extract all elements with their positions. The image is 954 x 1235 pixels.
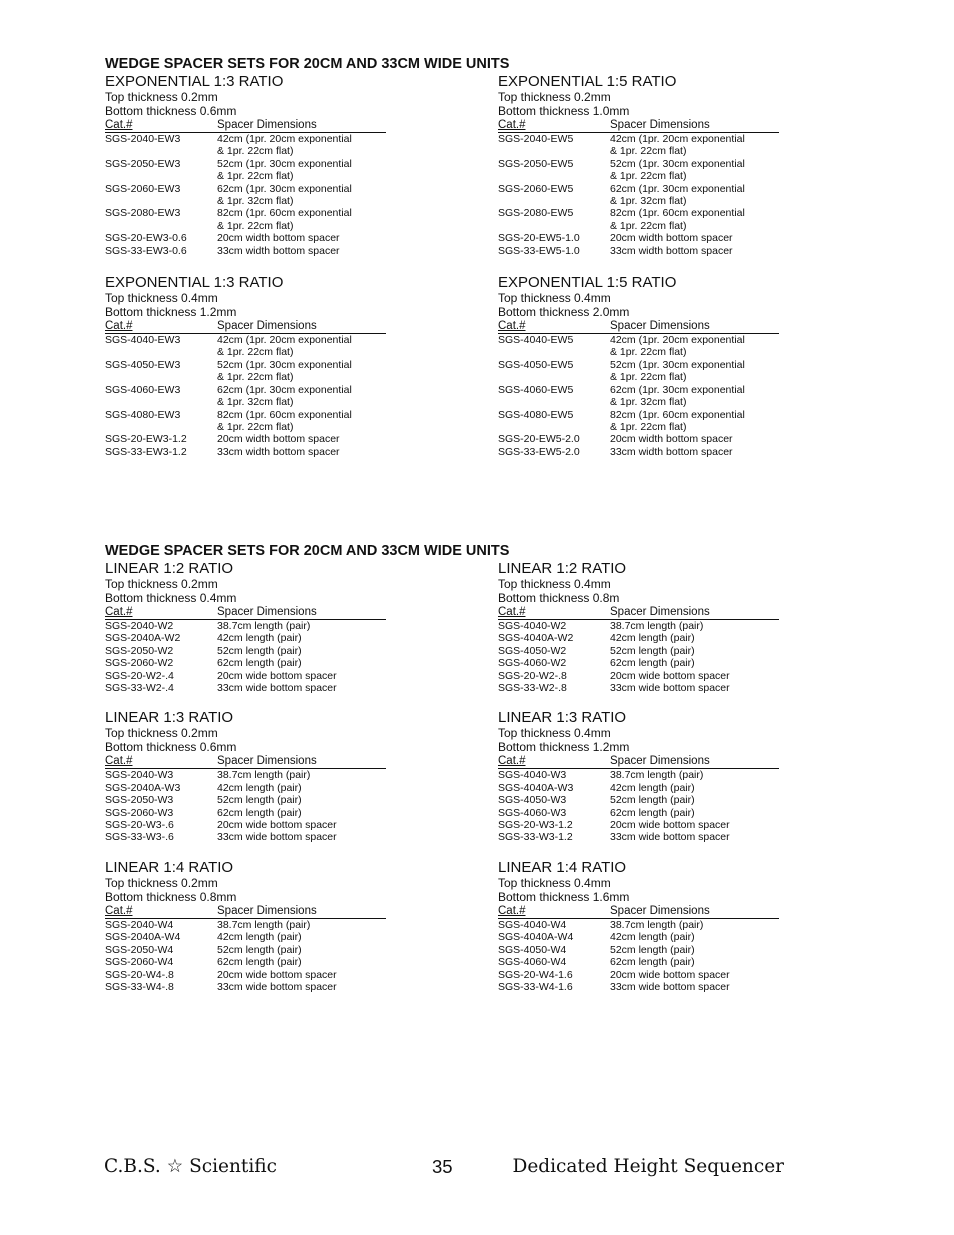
table-row (498, 944, 828, 956)
top-thickness: Top thickness 0.4mm (498, 291, 611, 306)
ratio-title: LINEAR 1:4 RATIO (498, 858, 627, 876)
spacer-table (105, 133, 435, 257)
table-row (498, 446, 828, 458)
table-row (105, 158, 435, 183)
table-row (105, 620, 435, 632)
spacer-dimensions: 33cm width bottom spacer (610, 445, 733, 458)
spacer-dimensions: 52cm length (pair) (217, 644, 302, 657)
cat-number: SGS-33-W4-.8 (105, 980, 174, 993)
table-row (498, 969, 828, 981)
table-header (498, 320, 779, 334)
cat-number: SGS-4050-W2 (498, 644, 567, 657)
top-thickness: Top thickness 0.4mm (498, 875, 611, 890)
table-row (498, 409, 828, 434)
cat-number: SGS-20-W2-.8 (498, 669, 567, 682)
cat-header: Cat.# (105, 755, 133, 768)
spacer-dimensions: 20cm width bottom spacer (610, 232, 733, 245)
table-row (498, 981, 828, 993)
exponential-wedge-section (105, 56, 905, 458)
top-thickness: Top thickness 0.2mm (105, 726, 218, 741)
cat-number: SGS-2060-W4 (105, 956, 174, 969)
table-row (498, 207, 828, 232)
cat-number: SGS-4080-EW5 (498, 408, 574, 421)
spacer-dimensions: 38.7cm length (pair) (610, 620, 704, 632)
cat-header: Cat.# (498, 904, 526, 917)
table-row (105, 969, 435, 981)
table-row (498, 670, 828, 682)
table-header (105, 606, 386, 620)
cat-number: SGS-33-W4-1.6 (498, 980, 573, 993)
spacer-dimensions: 42cm (1pr. 20cm exponential & 1pr. 22cm flat) (217, 133, 352, 158)
cat-header: Cat.# (498, 320, 526, 333)
table-row (498, 183, 828, 208)
bottom-thickness: Bottom thickness 0.4mm (105, 591, 237, 605)
spacer-dimensions: 38.7cm length (pair) (217, 769, 311, 782)
table-row (105, 359, 435, 384)
table-header (498, 755, 779, 769)
bottom-thickness: Bottom thickness 1.6mm (498, 889, 630, 904)
table-row (498, 245, 828, 257)
cat-number: SGS-4060-W2 (498, 657, 567, 670)
dimensions-header: Spacer Dimensions (610, 904, 710, 917)
table-header (105, 320, 386, 334)
cat-number: SGS-2040-W2 (105, 620, 174, 632)
cat-number: SGS-2040-EW3 (105, 133, 181, 145)
cat-header: Cat.# (105, 606, 133, 618)
spacer-dimensions: 38.7cm length (pair) (217, 620, 311, 632)
table-row (105, 782, 435, 794)
cat-number: SGS-4040-EW3 (105, 334, 181, 347)
spec-block (105, 709, 435, 843)
cat-header: Cat.# (105, 904, 133, 917)
table-row (105, 232, 435, 244)
table-row (498, 334, 828, 359)
spacer-dimensions: 42cm length (pair) (217, 632, 302, 645)
top-thickness: Top thickness 0.2mm (105, 875, 218, 890)
spec-block (105, 73, 435, 257)
table-header (498, 606, 779, 620)
spacer-dimensions: 62cm length (pair) (217, 806, 302, 819)
linear-wedge-section (105, 543, 905, 993)
cat-number: SGS-4040-W4 (498, 918, 567, 931)
table-row (105, 807, 435, 819)
cat-header: Cat.# (498, 606, 526, 618)
cat-number: SGS-2040-W3 (105, 769, 174, 782)
left-column (105, 73, 435, 458)
table-header (105, 905, 386, 919)
page-footer (104, 1154, 784, 1180)
table-header (105, 755, 386, 769)
spacer-table (498, 919, 828, 993)
top-thickness: Top thickness 0.2mm (105, 577, 218, 591)
bottom-thickness: Bottom thickness 0.8m (498, 591, 620, 605)
cat-number: SGS-4040A-W3 (498, 781, 574, 794)
spacer-dimensions: 82cm (1pr. 60cm exponential & 1pr. 22cm flat) (610, 408, 745, 433)
product-name: Dedicated Height Sequencer (512, 1156, 784, 1177)
bottom-thickness: Bottom thickness 0.6mm (105, 740, 237, 755)
cat-header: Cat.# (105, 119, 133, 131)
cat-number: SGS-20-W3-.6 (105, 819, 174, 832)
table-row (105, 645, 435, 657)
bottom-thickness: Bottom thickness 1.2mm (498, 740, 630, 755)
cat-header: Cat.# (498, 119, 526, 131)
dimensions-header: Spacer Dimensions (217, 320, 317, 333)
spacer-table (105, 769, 435, 843)
spacer-table (498, 133, 828, 257)
table-row (105, 433, 435, 445)
cat-number: SGS-20-EW3-1.2 (105, 433, 187, 446)
cat-number: SGS-2060-EW5 (498, 182, 574, 195)
table-row (498, 807, 828, 819)
ratio-title: LINEAR 1:3 RATIO (105, 709, 234, 727)
spacer-dimensions: 52cm (1pr. 30cm exponential & 1pr. 22cm flat) (217, 358, 352, 384)
spacer-dimensions: 42cm length (pair) (217, 781, 302, 794)
spacer-dimensions: 42cm (1pr. 20cm exponential & 1pr. 22cm flat) (610, 133, 745, 158)
spacer-dimensions: 20cm width bottom spacer (610, 433, 733, 446)
table-row (105, 657, 435, 669)
table-row (498, 819, 828, 831)
table-row (498, 769, 828, 781)
cat-number: SGS-2080-EW3 (105, 207, 181, 220)
dimensions-header: Spacer Dimensions (610, 320, 710, 333)
spacer-dimensions: 82cm (1pr. 60cm exponential & 1pr. 22cm flat) (217, 408, 352, 433)
cat-number: SGS-4060-EW5 (498, 383, 574, 396)
page-number: 35 (432, 1156, 453, 1177)
spacer-dimensions: 62cm (1pr. 30cm exponential & 1pr. 32cm flat) (610, 383, 745, 409)
cat-number: SGS-2040-W4 (105, 918, 174, 931)
cat-number: SGS-20-W4-.8 (105, 968, 174, 981)
cat-header: Cat.# (105, 320, 133, 333)
table-row (498, 232, 828, 244)
cat-number: SGS-33-W2-.8 (498, 682, 567, 695)
table-row (498, 133, 828, 158)
table-row (498, 831, 828, 843)
spacer-dimensions: 33cm wide bottom spacer (610, 980, 730, 993)
bottom-thickness: Bottom thickness 0.8mm (105, 889, 237, 904)
table-row (105, 446, 435, 458)
spacer-dimensions: 82cm (1pr. 60cm exponential & 1pr. 22cm flat) (610, 207, 745, 232)
spacer-dimensions: 52cm length (pair) (217, 943, 302, 956)
cat-number: SGS-33-W3-1.2 (498, 831, 573, 844)
spec-block (498, 560, 828, 694)
spacer-dimensions: 52cm length (pair) (610, 644, 695, 657)
cat-number: SGS-2040A-W3 (105, 781, 181, 794)
cat-number: SGS-33-W3-.6 (105, 831, 174, 844)
spec-block (105, 560, 435, 694)
spacer-dimensions: 42cm length (pair) (610, 632, 695, 645)
cat-number: SGS-4050-W3 (498, 794, 567, 807)
table-row (498, 794, 828, 806)
cat-number: SGS-2050-W4 (105, 943, 174, 956)
table-header (105, 119, 386, 133)
dimensions-header: Spacer Dimensions (217, 119, 317, 131)
cat-number: SGS-20-EW3-0.6 (105, 232, 187, 245)
spacer-dimensions: 38.7cm length (pair) (610, 918, 704, 931)
cat-number: SGS-33-EW3-0.6 (105, 244, 187, 257)
spacer-dimensions: 38.7cm length (pair) (217, 918, 311, 931)
table-row (105, 981, 435, 993)
right-column (498, 560, 828, 993)
table-row (498, 433, 828, 445)
cat-number: SGS-2050-W3 (105, 794, 174, 807)
right-column (498, 73, 828, 458)
table-row (105, 670, 435, 682)
cat-number: SGS-4050-EW5 (498, 358, 574, 371)
ratio-title: EXPONENTIAL 1:5 RATIO (498, 73, 677, 90)
left-column (105, 560, 435, 993)
table-row (105, 931, 435, 943)
spacer-dimensions: 62cm length (pair) (610, 956, 695, 969)
spacer-dimensions: 42cm length (pair) (610, 931, 695, 944)
cat-number: SGS-20-EW5-1.0 (498, 232, 580, 245)
cat-number: SGS-4060-W4 (498, 956, 567, 969)
spacer-dimensions: 52cm (1pr. 30cm exponential & 1pr. 22cm flat) (610, 157, 745, 183)
spacer-dimensions: 33cm wide bottom spacer (217, 682, 337, 695)
table-row (498, 956, 828, 968)
table-row (498, 645, 828, 657)
dimensions-header: Spacer Dimensions (217, 904, 317, 917)
table-row (105, 831, 435, 843)
spacer-dimensions: 33cm wide bottom spacer (610, 682, 730, 695)
ratio-title: EXPONENTIAL 1:3 RATIO (105, 274, 284, 292)
cat-number: SGS-2050-EW3 (105, 157, 181, 170)
table-row (105, 133, 435, 158)
top-thickness: Top thickness 0.4mm (498, 577, 611, 591)
spacer-dimensions: 33cm wide bottom spacer (217, 980, 337, 993)
spacer-dimensions: 42cm (1pr. 20cm exponential & 1pr. 22cm flat) (217, 334, 352, 359)
ratio-title: EXPONENTIAL 1:5 RATIO (498, 274, 677, 292)
spacer-table (105, 919, 435, 993)
table-row (105, 409, 435, 434)
spacer-dimensions: 42cm (1pr. 20cm exponential & 1pr. 22cm flat) (610, 334, 745, 359)
spacer-dimensions: 20cm wide bottom spacer (610, 669, 730, 682)
cat-number: SGS-4040A-W2 (498, 632, 574, 645)
spacer-dimensions: 62cm length (pair) (217, 956, 302, 969)
cat-number: SGS-20-W2-.4 (105, 669, 174, 682)
spec-block (498, 709, 828, 843)
table-row (498, 657, 828, 669)
spacer-dimensions: 62cm (1pr. 30cm exponential & 1pr. 32cm flat) (217, 383, 352, 409)
dimensions-header: Spacer Dimensions (610, 606, 710, 618)
spacer-dimensions: 33cm width bottom spacer (610, 244, 733, 257)
table-row (105, 632, 435, 644)
cat-number: SGS-4040-EW5 (498, 334, 574, 347)
spacer-dimensions: 33cm wide bottom spacer (217, 831, 337, 844)
ratio-title: LINEAR 1:2 RATIO (105, 560, 234, 577)
spacer-dimensions: 33cm wide bottom spacer (610, 831, 730, 844)
spacer-dimensions: 52cm length (pair) (610, 794, 695, 807)
table-row (498, 782, 828, 794)
cat-number: SGS-4050-W4 (498, 943, 567, 956)
spacer-dimensions: 20cm wide bottom spacer (610, 968, 730, 981)
dimensions-header: Spacer Dimensions (610, 755, 710, 768)
section-heading: WEDGE SPACER SETS FOR 20CM AND 33CM WIDE UNITS (105, 56, 510, 72)
cat-number: SGS-2060-W3 (105, 806, 174, 819)
table-header (498, 905, 779, 919)
spacer-dimensions: 52cm length (pair) (217, 794, 302, 807)
table-row (105, 682, 435, 694)
table-row (105, 769, 435, 781)
table-header (498, 119, 779, 133)
ratio-title: LINEAR 1:3 RATIO (498, 709, 627, 727)
cat-number: SGS-4060-EW3 (105, 383, 181, 396)
spacer-dimensions: 38.7cm length (pair) (610, 769, 704, 782)
spacer-table (105, 334, 435, 458)
dimensions-header: Spacer Dimensions (610, 119, 710, 131)
spacer-dimensions: 20cm wide bottom spacer (217, 819, 337, 832)
cat-number: SGS-20-EW5-2.0 (498, 433, 580, 446)
cat-number: SGS-2080-EW5 (498, 207, 574, 220)
table-row (498, 632, 828, 644)
spacer-dimensions: 20cm width bottom spacer (217, 433, 340, 446)
spacer-dimensions: 62cm (1pr. 30cm exponential & 1pr. 32cm flat) (217, 182, 352, 208)
bottom-thickness: Bottom thickness 1.2mm (105, 305, 237, 320)
spacer-dimensions: 52cm (1pr. 30cm exponential & 1pr. 22cm flat) (217, 157, 352, 183)
cat-number: SGS-33-EW5-1.0 (498, 244, 580, 257)
table-row (498, 919, 828, 931)
table-row (105, 919, 435, 931)
cat-number: SGS-2060-W2 (105, 657, 174, 670)
spacer-dimensions: 82cm (1pr. 60cm exponential & 1pr. 22cm flat) (217, 207, 352, 232)
spacer-table (105, 620, 435, 694)
table-row (105, 944, 435, 956)
section-heading: WEDGE SPACER SETS FOR 20CM AND 33CM WIDE UNITS (105, 543, 510, 559)
ratio-title: LINEAR 1:2 RATIO (498, 560, 627, 577)
spacer-dimensions: 33cm width bottom spacer (217, 445, 340, 458)
table-row (105, 183, 435, 208)
cat-number: SGS-4080-EW3 (105, 408, 181, 421)
cat-number: SGS-2040A-W2 (105, 632, 181, 645)
cat-number: SGS-2040A-W4 (105, 931, 181, 944)
table-row (498, 359, 828, 384)
spacer-table (498, 620, 828, 694)
cat-header: Cat.# (498, 755, 526, 768)
cat-number: SGS-2050-EW5 (498, 157, 574, 170)
spacer-dimensions: 20cm wide bottom spacer (610, 819, 730, 832)
cat-number: SGS-33-W2-.4 (105, 682, 174, 695)
spacer-dimensions: 62cm length (pair) (610, 806, 695, 819)
cat-number: SGS-4040-W3 (498, 769, 567, 782)
table-row (105, 384, 435, 409)
cat-number: SGS-2040-EW5 (498, 133, 574, 145)
spacer-dimensions: 62cm length (pair) (610, 657, 695, 670)
ratio-title: LINEAR 1:4 RATIO (105, 858, 234, 876)
spacer-dimensions: 20cm wide bottom spacer (217, 968, 337, 981)
table-row (105, 956, 435, 968)
spec-block (498, 274, 828, 458)
spacer-dimensions: 52cm length (pair) (610, 943, 695, 956)
table-row (498, 158, 828, 183)
top-thickness: Top thickness 0.4mm (105, 291, 218, 306)
cat-number: SGS-33-EW5-2.0 (498, 445, 580, 458)
dimensions-header: Spacer Dimensions (217, 606, 317, 618)
cat-number: SGS-4050-EW3 (105, 358, 181, 371)
spacer-dimensions: 52cm (1pr. 30cm exponential & 1pr. 22cm flat) (610, 358, 745, 384)
cat-number: SGS-2050-W2 (105, 644, 174, 657)
company-name: C.B.S. ☆ Scientific (104, 1156, 277, 1177)
cat-number: SGS-4060-W3 (498, 806, 567, 819)
spacer-dimensions: 62cm length (pair) (217, 657, 302, 670)
spacer-dimensions: 33cm width bottom spacer (217, 244, 340, 257)
table-row (498, 931, 828, 943)
spec-block (105, 274, 435, 458)
bottom-thickness: Bottom thickness 0.6mm (105, 104, 237, 118)
table-row (498, 682, 828, 694)
cat-number: SGS-4040-W2 (498, 620, 567, 632)
cat-number: SGS-33-EW3-1.2 (105, 445, 187, 458)
spec-block (105, 859, 435, 993)
spacer-dimensions: 20cm wide bottom spacer (217, 669, 337, 682)
cat-number: SGS-4040A-W4 (498, 931, 574, 944)
cat-number: SGS-2060-EW3 (105, 182, 181, 195)
bottom-thickness: Bottom thickness 1.0mm (498, 104, 630, 118)
spacer-dimensions: 42cm length (pair) (217, 931, 302, 944)
top-thickness: Top thickness 0.2mm (498, 90, 611, 104)
spec-block (498, 859, 828, 993)
table-row (105, 819, 435, 831)
table-row (498, 620, 828, 632)
spacer-table (498, 769, 828, 843)
table-row (105, 245, 435, 257)
table-row (105, 207, 435, 232)
table-row (105, 334, 435, 359)
spacer-table (498, 334, 828, 458)
dimensions-header: Spacer Dimensions (217, 755, 317, 768)
spacer-dimensions: 20cm width bottom spacer (217, 232, 340, 245)
top-thickness: Top thickness 0.4mm (498, 726, 611, 741)
spec-block (498, 73, 828, 257)
spacer-dimensions: 62cm (1pr. 30cm exponential & 1pr. 32cm flat) (610, 182, 745, 208)
table-row (498, 384, 828, 409)
ratio-title: EXPONENTIAL 1:3 RATIO (105, 73, 284, 90)
spacer-dimensions: 42cm length (pair) (610, 781, 695, 794)
bottom-thickness: Bottom thickness 2.0mm (498, 305, 630, 320)
top-thickness: Top thickness 0.2mm (105, 90, 218, 104)
cat-number: SGS-20-W3-1.2 (498, 819, 573, 832)
table-row (105, 794, 435, 806)
cat-number: SGS-20-W4-1.6 (498, 968, 573, 981)
